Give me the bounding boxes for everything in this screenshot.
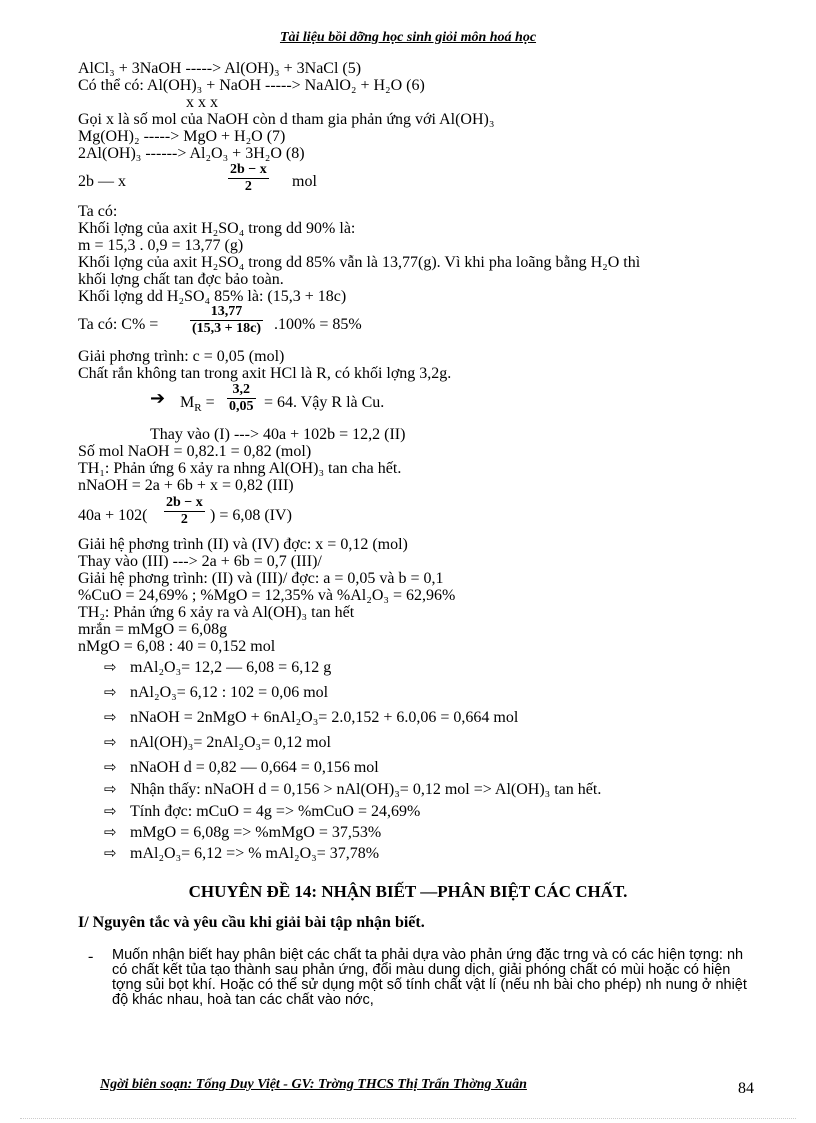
- page-header: Tài liệu bồi dỡng học sinh giỏi môn hoá học: [279, 30, 537, 45]
- text-line: Ta có:: [78, 203, 118, 220]
- text-line: x x x: [186, 94, 218, 111]
- text-line: = 64. Vậy R là Cu.: [264, 394, 385, 411]
- text-line: Số mol NaOH = 0,82.1 = 0,82 (mol): [78, 443, 312, 460]
- text-line: mol: [292, 173, 317, 190]
- text-line: mrắn = mMgO = 6,08g: [78, 621, 228, 638]
- arrow-right-icon: ⇨: [104, 708, 117, 726]
- text-line: Ta có: C% =: [78, 316, 159, 333]
- text-line: Khối lợng của axit H₂SO₄ trong dd 90% là:: [78, 220, 356, 237]
- text-line: nMgO = 6,08 : 40 = 0,152 mol: [78, 638, 276, 655]
- result-line: nNaOH d = 0,82 — 0,664 = 0,156 mol: [130, 759, 379, 776]
- text-line: %CuO = 24,69% ; %MgO = 12,35% và %Al₂O₃ = 62,96%: [78, 587, 456, 604]
- text-line: m = 15,3 . 0,9 = 13,77 (g): [78, 237, 244, 254]
- result-line: nNaOH = 2nMgO + 6nAl₂O₃= 2.0,152 + 6.0,06 = 0,664 mol: [130, 709, 519, 726]
- fraction: [164, 495, 205, 528]
- fraction-denominator: 2: [244, 179, 252, 194]
- text-line: nNaOH = 2a + 6b + x = 0,82 (III): [78, 477, 294, 494]
- result-line: Nhận thấy: nNaOH d = 0,156 > nAl(OH)₃= 0,12 mol => Al(OH)₃ tan hết.: [130, 781, 602, 798]
- text-line: Giải hệ phơng trình (II) và (IV) đợc: x = 0,12 (mol): [78, 536, 408, 553]
- text-line: Mg(OH)₂ -----> MgO + H₂O (7): [78, 128, 286, 145]
- fraction-denominator: 0,05: [229, 399, 254, 414]
- fraction: [227, 382, 256, 415]
- implies-arrow-icon: ➔: [150, 388, 166, 409]
- arrow-right-icon: ⇨: [104, 733, 117, 751]
- fraction-numerator: 13,77: [190, 304, 263, 321]
- fraction: [228, 162, 269, 195]
- fraction-denominator: 2: [180, 512, 188, 527]
- section-subtitle: I/ Nguyên tắc và yêu cầu khi giải bài tập nhận biết.: [78, 914, 425, 931]
- text-line: Chất rắn không tan trong axit HCl là R, có khối lợng 3,2g.: [78, 365, 452, 382]
- fraction: [190, 304, 263, 337]
- result-line: mAl₂O₃= 6,12 => % mAl₂O₃= 37,78%: [130, 845, 380, 862]
- result-line: Tính đợc: mCuO = 4g => %mCuO = 24,69%: [130, 803, 421, 820]
- paragraph: Muốn nhận biết hay phân biệt các chất ta phải dựa vào phản ứng đặc trng và có các hiện tợng: nh có chất kết tủa tạo thành sau phản ứng, đổi màu dung dịch, giải phóng chất có mùi hoặc có hiện tợng sủi bọt khí. Hoặc có thể sử dụng một số tính chất vật lí (nếu nh bài cho phép) nh nung ở nhiệt độ khác nhau, hoà tan các chất vào nớc,: [112, 947, 747, 1008]
- text-line: .100% = 85%: [274, 316, 362, 333]
- section-title: CHUYÊN ĐỀ 14: NHẬN BIẾT —PHÂN BIỆT CÁC CHẤT.: [188, 882, 628, 901]
- result-line: nAl(OH)₃= 2nAl₂O₃= 0,12 mol: [130, 734, 331, 751]
- text-line: 2b — x: [78, 173, 126, 190]
- bullet-marker: -: [88, 948, 94, 965]
- fraction-denominator: (15,3 + 18c): [192, 321, 262, 336]
- text-line: AlCl₃ + 3NaOH -----> Al(OH)₃ + 3NaCl (5): [78, 60, 362, 77]
- text-line: Có thể có: Al(OH)₃ + NaOH -----> NaAlO₂ + H₂O (6): [78, 77, 425, 94]
- fraction-numerator: 3,2: [227, 382, 256, 399]
- page-bottom-divider: [20, 1118, 796, 1119]
- text-line: 40a + 102(: [78, 507, 148, 524]
- text-line: Gọi x là số mol của NaOH còn d tham gia phản ứng với Al(OH)₃: [78, 111, 495, 128]
- result-line: nAl₂O₃= 6,12 : 102 = 0,06 mol: [130, 684, 329, 701]
- text-line: Khối lợng của axit H₂SO₄ trong dd 85% vẫn là 13,77(g). Vì khi pha loãng bằng H₂O thì: [78, 254, 641, 271]
- text-line: Thay vào (I) ---> 40a + 102b = 12,2 (II): [150, 426, 406, 443]
- arrow-right-icon: ⇨: [104, 658, 117, 676]
- text-line: TH₂: Phản ứng 6 xảy ra và Al(OH)₃ tan hết: [78, 604, 355, 621]
- text-line: ) = 6,08 (IV): [210, 507, 292, 524]
- arrow-right-icon: ⇨: [104, 823, 117, 841]
- text-line: Giải phơng trình: c = 0,05 (mol): [78, 348, 285, 365]
- arrow-right-icon: ⇨: [104, 802, 117, 820]
- arrow-right-icon: ⇨: [104, 780, 117, 798]
- text-line: Khối lợng dd H₂SO₄ 85% là: (15,3 + 18c): [78, 288, 347, 305]
- text-line: Thay vào (III) ---> 2a + 6b = 0,7 (III)/: [78, 553, 322, 570]
- arrow-right-icon: ⇨: [104, 683, 117, 701]
- text-line: TH₁: Phản ứng 6 xảy ra nhng Al(OH)₃ tan cha hết.: [78, 460, 402, 477]
- text-line: $M_R$ =: [180, 394, 215, 415]
- text-line: khối lợng chất tan đợc bảo toàn.: [78, 271, 284, 288]
- fraction-numerator: 2b − x: [230, 162, 267, 177]
- result-line: mAl₂O₃= 12,2 — 6,08 = 6,12 g: [130, 659, 332, 676]
- arrow-right-icon: ⇨: [104, 844, 117, 862]
- result-line: mMgO = 6,08g => %mMgO = 37,53%: [130, 824, 382, 841]
- page-number: 84: [738, 1080, 754, 1097]
- text-line: 2Al(OH)₃ ------> Al₂O₃ + 3H₂O (8): [78, 145, 305, 162]
- fraction-numerator: 2b − x: [166, 495, 203, 510]
- text-line: Giải hệ phơng trình: (II) và (III)/ đợc: a = 0,05 và b = 0,1: [78, 570, 444, 587]
- arrow-right-icon: ⇨: [104, 758, 117, 776]
- page-footer: Ngời biên soạn: Tống Duy Việt - GV: Trờng THCS Thị Trấn Thờng Xuân: [100, 1077, 527, 1092]
